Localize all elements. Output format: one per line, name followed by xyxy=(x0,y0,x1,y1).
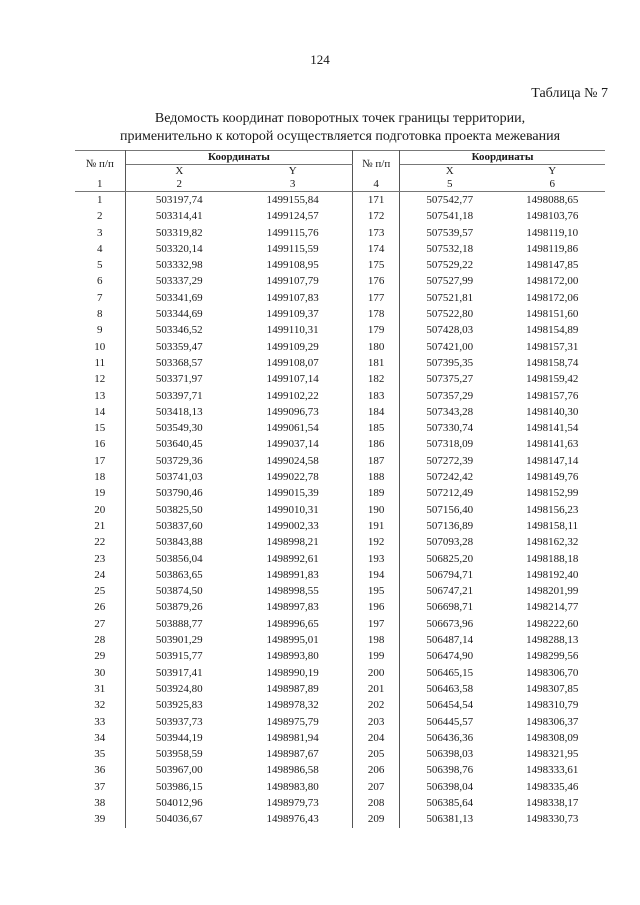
x-coordinate: 506385,64 xyxy=(426,796,474,809)
x-coordinate: 507522,80 xyxy=(426,308,474,321)
x-coordinate: 507395,35 xyxy=(426,356,474,369)
y-coordinate: 1498981,94 xyxy=(233,730,353,746)
y-coordinate: 1498140,30 xyxy=(526,405,579,418)
point-number: 19 xyxy=(75,485,125,501)
y-coordinate: 1498152,99 xyxy=(526,487,579,500)
x-coordinate: 503729,36 xyxy=(155,454,203,467)
point-number: 187 xyxy=(353,453,400,469)
y-coordinate: 1498997,83 xyxy=(233,599,353,615)
table-label: Таблица № 7 xyxy=(531,86,608,101)
y-coordinate: 1499002,33 xyxy=(233,518,353,534)
table-row xyxy=(75,355,605,371)
x-coordinate: 503337,29 xyxy=(155,275,203,288)
point-number: 36 xyxy=(75,762,125,778)
table-row xyxy=(75,762,605,778)
point-number: 178 xyxy=(353,306,400,322)
y-coordinate: 1498991,83 xyxy=(233,567,353,583)
x-coordinate: 506436,36 xyxy=(426,731,474,744)
x-coordinate: 506381,13 xyxy=(426,813,474,826)
y-coordinate: 1498321,95 xyxy=(526,748,579,761)
coordinates-table xyxy=(75,150,605,828)
y-coordinate: 1498308,09 xyxy=(526,731,579,744)
table-row xyxy=(75,306,605,322)
y-coordinate: 1498172,06 xyxy=(526,291,579,304)
point-number: 191 xyxy=(353,518,400,534)
point-number: 182 xyxy=(353,371,400,387)
column-number-row xyxy=(75,178,605,192)
header-row-1 xyxy=(75,151,605,165)
y-coordinate: 1498162,32 xyxy=(526,536,579,549)
x-coordinate: 506465,15 xyxy=(426,666,474,679)
y-coordinate: 1498335,46 xyxy=(526,780,579,793)
point-number: 18 xyxy=(75,469,125,485)
x-coordinate: 506398,76 xyxy=(426,764,474,777)
table-row xyxy=(75,811,605,827)
x-coordinate: 507318,09 xyxy=(426,438,474,451)
y-coordinate: 1498172,00 xyxy=(526,275,579,288)
table-row xyxy=(75,648,605,664)
point-number: 195 xyxy=(353,583,400,599)
col-number-6: 6 xyxy=(500,178,606,192)
point-number: 185 xyxy=(353,420,400,436)
point-number: 38 xyxy=(75,795,125,811)
x-coordinate: 503197,74 xyxy=(155,194,203,206)
y-coordinate: 1499115,76 xyxy=(233,225,353,241)
y-coordinate: 1498156,23 xyxy=(526,503,579,516)
point-number: 180 xyxy=(353,339,400,355)
y-coordinate: 1498975,79 xyxy=(233,714,353,730)
table-title xyxy=(60,110,620,146)
point-number: 22 xyxy=(75,534,125,550)
x-coordinate: 503924,80 xyxy=(155,682,203,695)
table-row xyxy=(75,795,605,811)
x-coordinate: 507156,40 xyxy=(426,503,474,516)
point-number: 2 xyxy=(75,208,125,224)
y-coordinate: 1499124,57 xyxy=(233,208,353,224)
y-coordinate: 1498983,80 xyxy=(233,779,353,795)
point-number: 203 xyxy=(353,714,400,730)
x-coordinate: 503397,71 xyxy=(155,389,203,402)
table-row xyxy=(75,502,605,518)
x-coordinate: 507136,89 xyxy=(426,519,474,532)
y-coordinate: 1498306,70 xyxy=(526,666,579,679)
y-coordinate: 1498995,01 xyxy=(233,632,353,648)
point-number: 5 xyxy=(75,257,125,273)
point-number: 204 xyxy=(353,730,400,746)
table-row xyxy=(75,681,605,697)
point-number: 10 xyxy=(75,339,125,355)
table-row xyxy=(75,583,605,599)
y-coordinate: 1499109,29 xyxy=(233,339,353,355)
header-num-right: № п/п xyxy=(353,151,400,179)
y-coordinate: 1498214,77 xyxy=(526,601,579,614)
y-coordinate: 1499102,22 xyxy=(233,388,353,404)
point-number: 202 xyxy=(353,697,400,713)
y-coordinate: 1499096,73 xyxy=(233,404,353,420)
table-row xyxy=(75,388,605,404)
y-coordinate: 1498151,60 xyxy=(526,308,579,321)
table-row xyxy=(75,632,605,648)
table-row xyxy=(75,730,605,746)
x-coordinate: 507529,22 xyxy=(426,259,474,272)
x-coordinate: 503640,45 xyxy=(155,438,203,451)
y-coordinate: 1499107,83 xyxy=(233,290,353,306)
y-coordinate: 1498222,60 xyxy=(526,617,579,630)
y-coordinate: 1498998,55 xyxy=(233,583,353,599)
x-coordinate: 503359,47 xyxy=(155,340,203,353)
table-row xyxy=(75,665,605,681)
table-row xyxy=(75,453,605,469)
point-number: 15 xyxy=(75,420,125,436)
y-coordinate: 1498993,80 xyxy=(233,648,353,664)
title-line-2: применительно к которой осуществляется подготовка проекта межевания xyxy=(119,129,561,144)
x-coordinate: 506698,71 xyxy=(426,601,474,614)
y-coordinate: 1498333,61 xyxy=(526,764,579,777)
x-coordinate: 503958,59 xyxy=(155,748,203,761)
x-coordinate: 503368,57 xyxy=(155,356,203,369)
x-coordinate: 506454,54 xyxy=(426,699,474,712)
x-coordinate: 506463,58 xyxy=(426,682,474,695)
point-number: 37 xyxy=(75,779,125,795)
y-coordinate: 1499037,14 xyxy=(233,436,353,452)
point-number: 181 xyxy=(353,355,400,371)
point-number: 201 xyxy=(353,681,400,697)
y-coordinate: 1499155,84 xyxy=(233,192,353,209)
point-number: 194 xyxy=(353,567,400,583)
x-coordinate: 506825,20 xyxy=(426,552,474,565)
header-coords-right: Координаты xyxy=(400,151,605,165)
point-number: 209 xyxy=(353,811,400,827)
y-coordinate: 1498159,42 xyxy=(526,373,579,386)
point-number: 208 xyxy=(353,795,400,811)
point-number: 14 xyxy=(75,404,125,420)
y-coordinate: 1498979,73 xyxy=(233,795,353,811)
point-number: 9 xyxy=(75,322,125,338)
y-coordinate: 1498299,56 xyxy=(526,650,579,663)
point-number: 33 xyxy=(75,714,125,730)
x-coordinate: 503790,46 xyxy=(155,487,203,500)
point-number: 3 xyxy=(75,225,125,241)
table-row xyxy=(75,225,605,241)
y-coordinate: 1498998,21 xyxy=(233,534,353,550)
point-number: 6 xyxy=(75,273,125,289)
x-coordinate: 506794,71 xyxy=(426,568,474,581)
y-coordinate: 1498149,76 xyxy=(526,471,579,484)
x-coordinate: 506398,04 xyxy=(426,780,474,793)
x-coordinate: 503901,29 xyxy=(155,634,203,647)
y-coordinate: 1498307,85 xyxy=(526,682,579,695)
x-coordinate: 507541,18 xyxy=(426,210,474,223)
point-number: 39 xyxy=(75,811,125,827)
y-coordinate: 1498192,40 xyxy=(526,568,579,581)
y-coordinate: 1498154,89 xyxy=(526,324,579,337)
table-row xyxy=(75,469,605,485)
y-coordinate: 1499109,37 xyxy=(233,306,353,322)
x-coordinate: 504012,96 xyxy=(155,796,203,809)
table-row xyxy=(75,534,605,550)
table-row xyxy=(75,241,605,257)
point-number: 183 xyxy=(353,388,400,404)
point-number: 177 xyxy=(353,290,400,306)
x-coordinate: 503319,82 xyxy=(155,226,203,239)
y-coordinate: 1498119,86 xyxy=(526,242,579,255)
y-coordinate: 1498141,63 xyxy=(526,438,579,451)
y-coordinate: 1498987,67 xyxy=(233,746,353,762)
x-coordinate: 503856,04 xyxy=(155,552,203,565)
col-number-5: 5 xyxy=(400,178,500,192)
table-row xyxy=(75,420,605,436)
x-coordinate: 503925,83 xyxy=(155,699,203,712)
table-row xyxy=(75,371,605,387)
x-coordinate: 506747,21 xyxy=(426,585,474,598)
point-number: 16 xyxy=(75,436,125,452)
y-coordinate: 1499022,78 xyxy=(233,469,353,485)
y-coordinate: 1498996,65 xyxy=(233,616,353,632)
y-coordinate: 1498119,10 xyxy=(526,226,579,239)
point-number: 200 xyxy=(353,665,400,681)
x-coordinate: 503837,60 xyxy=(155,519,203,532)
x-coordinate: 503371,97 xyxy=(155,373,203,386)
point-number: 28 xyxy=(75,632,125,648)
header-num-left: № п/п xyxy=(75,151,125,179)
x-coordinate: 507532,18 xyxy=(426,242,474,255)
x-coordinate: 507242,42 xyxy=(426,471,474,484)
x-coordinate: 507093,28 xyxy=(426,536,474,549)
point-number: 11 xyxy=(75,355,125,371)
x-coordinate: 503879,26 xyxy=(155,601,203,614)
point-number: 13 xyxy=(75,388,125,404)
y-coordinate: 1498157,76 xyxy=(526,389,579,402)
point-number: 171 xyxy=(353,192,400,209)
y-coordinate: 1498986,58 xyxy=(233,762,353,778)
point-number: 8 xyxy=(75,306,125,322)
x-coordinate: 507539,57 xyxy=(426,226,474,239)
x-coordinate: 506487,14 xyxy=(426,634,474,647)
x-coordinate: 507375,27 xyxy=(426,373,474,386)
y-coordinate: 1498158,74 xyxy=(526,356,579,369)
point-number: 4 xyxy=(75,241,125,257)
x-coordinate: 503986,15 xyxy=(155,780,203,793)
y-coordinate: 1499061,54 xyxy=(233,420,353,436)
y-coordinate: 1498147,14 xyxy=(526,454,579,467)
x-coordinate: 503915,77 xyxy=(155,650,203,663)
table-row xyxy=(75,518,605,534)
table-row xyxy=(75,404,605,420)
point-number: 189 xyxy=(353,485,400,501)
x-coordinate: 506474,90 xyxy=(426,650,474,663)
point-number: 27 xyxy=(75,616,125,632)
y-coordinate: 1498158,11 xyxy=(526,519,579,532)
table-row xyxy=(75,273,605,289)
point-number: 174 xyxy=(353,241,400,257)
x-coordinate: 503863,65 xyxy=(155,568,203,581)
x-coordinate: 503874,50 xyxy=(155,585,203,598)
point-number: 7 xyxy=(75,290,125,306)
header-y-left: Y xyxy=(233,165,353,179)
point-number: 1 xyxy=(75,192,125,209)
point-number: 25 xyxy=(75,583,125,599)
y-coordinate: 1499024,58 xyxy=(233,453,353,469)
table-row xyxy=(75,339,605,355)
header-x-right: X xyxy=(445,165,454,177)
header-coords-left: Координаты xyxy=(125,151,353,165)
point-number: 190 xyxy=(353,502,400,518)
x-coordinate: 507212,49 xyxy=(426,487,474,500)
table-row xyxy=(75,599,605,615)
table-row xyxy=(75,616,605,632)
x-coordinate: 507421,00 xyxy=(426,340,474,353)
point-number: 188 xyxy=(353,469,400,485)
table-row xyxy=(75,746,605,762)
x-coordinate: 503944,19 xyxy=(155,731,203,744)
header-row-2 xyxy=(75,165,605,179)
point-number: 196 xyxy=(353,599,400,615)
y-coordinate: 1499010,31 xyxy=(233,502,353,518)
y-coordinate: 1499107,14 xyxy=(233,371,353,387)
table-row xyxy=(75,290,605,306)
y-coordinate: 1498188,18 xyxy=(526,552,579,565)
table-row xyxy=(75,192,605,209)
y-coordinate: 1498141,54 xyxy=(526,422,579,435)
col-number-3: 3 xyxy=(233,178,353,192)
point-number: 17 xyxy=(75,453,125,469)
point-number: 35 xyxy=(75,746,125,762)
x-coordinate: 503741,03 xyxy=(155,471,203,484)
x-coordinate: 504036,67 xyxy=(155,813,203,826)
table-row xyxy=(75,551,605,567)
point-number: 198 xyxy=(353,632,400,648)
x-coordinate: 507330,74 xyxy=(426,422,474,435)
y-coordinate: 1498330,73 xyxy=(526,813,579,826)
x-coordinate: 503320,14 xyxy=(155,242,203,255)
point-number: 193 xyxy=(353,551,400,567)
point-number: 21 xyxy=(75,518,125,534)
x-coordinate: 506673,96 xyxy=(426,617,474,630)
y-coordinate: 1498306,37 xyxy=(526,715,579,728)
x-coordinate: 503967,00 xyxy=(155,764,203,777)
x-coordinate: 503549,30 xyxy=(155,422,203,435)
point-number: 206 xyxy=(353,762,400,778)
y-coordinate: 1498201,99 xyxy=(526,585,579,598)
y-coordinate: 1498088,65 xyxy=(526,194,579,206)
y-coordinate: 1498976,43 xyxy=(233,811,353,827)
y-coordinate: 1498987,89 xyxy=(233,681,353,697)
x-coordinate: 503346,52 xyxy=(155,324,203,337)
y-coordinate: 1499015,39 xyxy=(233,485,353,501)
point-number: 197 xyxy=(353,616,400,632)
x-coordinate: 507428,03 xyxy=(426,324,474,337)
table-row xyxy=(75,257,605,273)
y-coordinate: 1498978,32 xyxy=(233,697,353,713)
x-coordinate: 503825,50 xyxy=(155,503,203,516)
x-coordinate: 507272,39 xyxy=(426,454,474,467)
table-row xyxy=(75,714,605,730)
y-coordinate: 1498157,31 xyxy=(526,340,579,353)
y-coordinate: 1499108,95 xyxy=(233,257,353,273)
table-row xyxy=(75,779,605,795)
point-number: 199 xyxy=(353,648,400,664)
point-number: 179 xyxy=(353,322,400,338)
point-number: 186 xyxy=(353,436,400,452)
y-coordinate: 1498992,61 xyxy=(233,551,353,567)
x-coordinate: 503344,69 xyxy=(155,308,203,321)
x-coordinate: 503341,69 xyxy=(155,291,203,304)
y-coordinate: 1498310,79 xyxy=(526,699,579,712)
point-number: 23 xyxy=(75,551,125,567)
x-coordinate: 506398,03 xyxy=(426,748,474,761)
x-coordinate: 503888,77 xyxy=(155,617,203,630)
y-coordinate: 1499115,59 xyxy=(233,241,353,257)
col-number-4: 4 xyxy=(353,178,400,192)
point-number: 30 xyxy=(75,665,125,681)
col-number-2: 2 xyxy=(125,178,233,192)
table-row xyxy=(75,436,605,452)
page-number: 124 xyxy=(310,52,330,67)
x-coordinate: 506445,57 xyxy=(426,715,474,728)
x-coordinate: 503332,98 xyxy=(155,259,203,272)
table-row xyxy=(75,485,605,501)
y-coordinate: 1498288,13 xyxy=(526,634,579,647)
header-y-right: Y xyxy=(548,165,557,177)
y-coordinate: 1499110,31 xyxy=(233,322,353,338)
x-coordinate: 507521,81 xyxy=(426,291,474,304)
point-number: 29 xyxy=(75,648,125,664)
point-number: 32 xyxy=(75,697,125,713)
point-number: 205 xyxy=(353,746,400,762)
point-number: 192 xyxy=(353,534,400,550)
x-coordinate: 507343,28 xyxy=(426,405,474,418)
x-coordinate: 503314,41 xyxy=(155,210,203,223)
x-coordinate: 503937,73 xyxy=(155,715,203,728)
point-number: 173 xyxy=(353,225,400,241)
x-coordinate: 503917,41 xyxy=(155,666,203,679)
x-coordinate: 503843,88 xyxy=(155,536,203,549)
table-row xyxy=(75,567,605,583)
table-row xyxy=(75,208,605,224)
x-coordinate: 507527,99 xyxy=(426,275,474,288)
x-coordinate: 507542,77 xyxy=(426,194,474,206)
title-line-1: Ведомость координат поворотных точек границы территории, xyxy=(154,111,526,126)
point-number: 20 xyxy=(75,502,125,518)
point-number: 26 xyxy=(75,599,125,615)
point-number: 207 xyxy=(353,779,400,795)
point-number: 31 xyxy=(75,681,125,697)
point-number: 12 xyxy=(75,371,125,387)
col-number-1: 1 xyxy=(75,178,125,192)
table-row xyxy=(75,697,605,713)
table-row xyxy=(75,322,605,338)
x-coordinate: 503418,13 xyxy=(155,405,203,418)
y-coordinate: 1499107,79 xyxy=(233,273,353,289)
y-coordinate: 1499108,07 xyxy=(233,355,353,371)
y-coordinate: 1498338,17 xyxy=(526,796,579,809)
header-x-left: X xyxy=(175,165,184,177)
point-number: 175 xyxy=(353,257,400,273)
x-coordinate: 507357,29 xyxy=(426,389,474,402)
y-coordinate: 1498103,76 xyxy=(526,210,579,223)
point-number: 172 xyxy=(353,208,400,224)
y-coordinate: 1498990,19 xyxy=(233,665,353,681)
y-coordinate: 1498147,85 xyxy=(526,259,579,272)
point-number: 176 xyxy=(353,273,400,289)
point-number: 184 xyxy=(353,404,400,420)
point-number: 34 xyxy=(75,730,125,746)
point-number: 24 xyxy=(75,567,125,583)
